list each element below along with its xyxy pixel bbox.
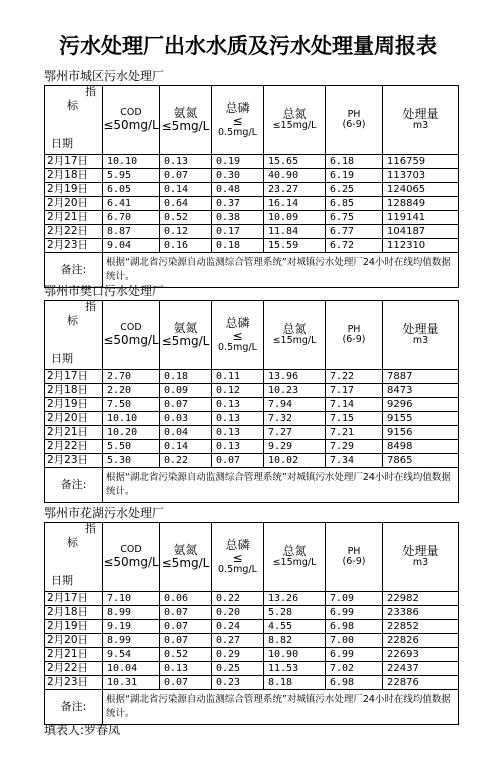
value-cell: 119141 xyxy=(383,211,459,225)
date-cell: 2月23日 xyxy=(45,676,103,690)
table-row xyxy=(45,634,459,648)
value-cell: 6.19 xyxy=(326,169,383,183)
value-cell: 16.14 xyxy=(264,197,326,211)
tp-header-line: ≤ xyxy=(232,328,243,343)
value-cell: 112310 xyxy=(383,239,459,253)
note-label: 备注: xyxy=(45,690,103,725)
value-cell: 5.50 xyxy=(103,440,160,454)
value-cell: 6.99 xyxy=(326,648,383,662)
value-cell: 0.12 xyxy=(160,225,212,239)
tp-header-line: 0.5mg/L xyxy=(218,341,257,353)
nh3-header xyxy=(160,86,212,155)
date-cell: 2月18日 xyxy=(45,606,103,620)
value-cell: 7865 xyxy=(383,454,459,468)
note-label: 备注: xyxy=(45,253,103,288)
tn-header-line: 总氮 xyxy=(282,544,307,559)
volume-header-line: m3 xyxy=(412,335,429,347)
table-row xyxy=(45,592,459,606)
value-cell: 13.26 xyxy=(264,592,326,606)
value-cell: 6.98 xyxy=(326,620,383,634)
date-cell: 2月19日 xyxy=(45,183,103,197)
value-cell: 8.87 xyxy=(103,225,160,239)
value-cell: 0.24 xyxy=(212,620,264,634)
table-row xyxy=(45,398,459,412)
value-cell: 8.99 xyxy=(103,606,160,620)
tn-header xyxy=(264,523,326,592)
value-cell: 0.14 xyxy=(160,440,212,454)
value-cell: 8473 xyxy=(383,384,459,398)
value-cell: 0.07 xyxy=(160,620,212,634)
value-cell: 40.90 xyxy=(264,169,326,183)
value-cell: 9296 xyxy=(383,398,459,412)
date-cell: 2月17日 xyxy=(45,592,103,606)
value-cell: 0.25 xyxy=(212,662,264,676)
water-quality-table xyxy=(44,522,459,725)
value-cell: 22693 xyxy=(383,648,459,662)
value-cell: 10.90 xyxy=(264,648,326,662)
tp-header-line: 0.5mg/L xyxy=(218,563,257,575)
value-cell: 6.05 xyxy=(103,183,160,197)
date-cell: 2月18日 xyxy=(45,169,103,183)
value-cell: 0.18 xyxy=(212,239,264,253)
table-row xyxy=(45,239,459,253)
volume-header-line: m3 xyxy=(412,120,429,132)
corner-label: 指 xyxy=(85,522,96,535)
value-cell: 0.13 xyxy=(212,398,264,412)
corner-label: 标 xyxy=(67,314,78,327)
corner-label: 指 xyxy=(85,85,96,98)
value-cell: 104187 xyxy=(383,225,459,239)
value-cell: 0.38 xyxy=(212,211,264,225)
value-cell: 0.17 xyxy=(212,225,264,239)
nh3-header-line: 氨氮 xyxy=(173,320,198,335)
value-cell: 0.52 xyxy=(160,211,212,225)
volume-header xyxy=(383,301,459,370)
value-cell: 6.25 xyxy=(326,183,383,197)
value-cell: 8.99 xyxy=(103,634,160,648)
plant-name: 鄂州市樊口污水处理厂 xyxy=(44,284,165,298)
table-row xyxy=(45,384,459,398)
table-row xyxy=(45,370,459,384)
volume-header-line: m3 xyxy=(412,557,429,569)
value-cell: 7.94 xyxy=(264,398,326,412)
header-row xyxy=(45,523,459,592)
corner-label: 日期 xyxy=(51,352,73,365)
value-cell: 9.04 xyxy=(103,239,160,253)
value-cell: 0.19 xyxy=(212,155,264,169)
note-text: 根据“湖北省污染源自动监测综合管理系统”对城镇污水处理厂24小时在线均值数据统计。 xyxy=(103,690,459,725)
corner-label: 指 xyxy=(85,300,96,313)
value-cell: 116759 xyxy=(383,155,459,169)
ph-header-line: (6-9) xyxy=(342,556,366,567)
value-cell: 0.06 xyxy=(160,592,212,606)
volume-header xyxy=(383,86,459,155)
cod-header-line: COD xyxy=(120,544,142,556)
filler-signature: 填表人:罗春凤 xyxy=(44,723,121,737)
value-cell: 7.21 xyxy=(326,426,383,440)
cod-header xyxy=(103,86,160,155)
tp-header-line: 总磷 xyxy=(225,537,250,552)
plant-section xyxy=(44,505,458,725)
date-cell: 2月19日 xyxy=(45,620,103,634)
value-cell: 22437 xyxy=(383,662,459,676)
value-cell: 6.99 xyxy=(326,606,383,620)
tp-header xyxy=(212,523,264,592)
value-cell: 0.13 xyxy=(160,155,212,169)
value-cell: 0.04 xyxy=(160,426,212,440)
value-cell: 6.77 xyxy=(326,225,383,239)
value-cell: 7.15 xyxy=(326,412,383,426)
table-row xyxy=(45,440,459,454)
value-cell: 6.18 xyxy=(326,155,383,169)
value-cell: 0.13 xyxy=(212,426,264,440)
table-row xyxy=(45,620,459,634)
value-cell: 0.23 xyxy=(212,676,264,690)
tn-header-line: ≤15mg/L xyxy=(272,120,317,132)
cod-header xyxy=(103,523,160,592)
value-cell: 22982 xyxy=(383,592,459,606)
note-label: 备注: xyxy=(45,468,103,503)
value-cell: 7.34 xyxy=(326,454,383,468)
value-cell: 5.95 xyxy=(103,169,160,183)
value-cell: 0.07 xyxy=(212,454,264,468)
value-cell: 8.18 xyxy=(264,676,326,690)
value-cell: 8.82 xyxy=(264,634,326,648)
table-row xyxy=(45,211,459,225)
ph-header-line: (6-9) xyxy=(342,334,366,345)
note-row xyxy=(45,690,459,725)
value-cell: 10.02 xyxy=(264,454,326,468)
date-cell: 2月23日 xyxy=(45,239,103,253)
nh3-header-line: 氨氮 xyxy=(173,542,198,557)
value-cell: 6.98 xyxy=(326,676,383,690)
ph-header xyxy=(326,86,383,155)
note-text: 根据“湖北省污染源自动监测综合管理系统”对城镇污水处理厂24小时在线均值数据统计。 xyxy=(103,253,459,288)
tn-header xyxy=(264,86,326,155)
value-cell: 8498 xyxy=(383,440,459,454)
cod-header-line: ≤50mg/L xyxy=(103,332,159,347)
value-cell: 0.20 xyxy=(212,606,264,620)
table-row xyxy=(45,648,459,662)
plant-section xyxy=(44,283,458,503)
value-cell: 0.14 xyxy=(160,183,212,197)
value-cell: 9156 xyxy=(383,426,459,440)
cod-header-line: COD xyxy=(120,107,142,119)
date-cell: 2月22日 xyxy=(45,440,103,454)
value-cell: 11.84 xyxy=(264,225,326,239)
table-row xyxy=(45,412,459,426)
value-cell: 10.10 xyxy=(103,412,160,426)
value-cell: 7.27 xyxy=(264,426,326,440)
nh3-header xyxy=(160,301,212,370)
value-cell: 7.29 xyxy=(326,440,383,454)
date-cell: 2月21日 xyxy=(45,426,103,440)
value-cell: 10.20 xyxy=(103,426,160,440)
value-cell: 0.12 xyxy=(212,384,264,398)
volume-header-line: 处理量 xyxy=(402,544,439,559)
nh3-header xyxy=(160,523,212,592)
table-row xyxy=(45,169,459,183)
note-text: 根据“湖北省污染源自动监测综合管理系统”对城镇污水处理厂24小时在线均值数据统计。 xyxy=(103,468,459,503)
value-cell: 2.70 xyxy=(103,370,160,384)
value-cell: 23.27 xyxy=(264,183,326,197)
value-cell: 6.41 xyxy=(103,197,160,211)
value-cell: 9.19 xyxy=(103,620,160,634)
value-cell: 0.07 xyxy=(160,169,212,183)
value-cell: 23386 xyxy=(383,606,459,620)
corner-header xyxy=(45,301,103,370)
value-cell: 0.07 xyxy=(160,398,212,412)
value-cell: 10.10 xyxy=(103,155,160,169)
value-cell: 6.85 xyxy=(326,197,383,211)
table-row xyxy=(45,676,459,690)
value-cell: 9.54 xyxy=(103,648,160,662)
cod-header-line: ≤50mg/L xyxy=(103,554,159,569)
date-cell: 2月20日 xyxy=(45,412,103,426)
value-cell: 0.13 xyxy=(212,440,264,454)
corner-label: 标 xyxy=(67,536,78,549)
value-cell: 22876 xyxy=(383,676,459,690)
value-cell: 10.04 xyxy=(103,662,160,676)
tp-header-line: ≤ xyxy=(232,550,243,565)
note-row xyxy=(45,468,459,503)
plant-name: 鄂州市城区污水处理厂 xyxy=(44,69,165,83)
tp-header-line: 总磷 xyxy=(225,315,250,330)
value-cell: 0.13 xyxy=(160,662,212,676)
table-row xyxy=(45,183,459,197)
table-row xyxy=(45,426,459,440)
date-cell: 2月19日 xyxy=(45,398,103,412)
header-row xyxy=(45,301,459,370)
date-cell: 2月23日 xyxy=(45,454,103,468)
value-cell: 7.00 xyxy=(326,634,383,648)
value-cell: 22826 xyxy=(383,634,459,648)
value-cell: 0.29 xyxy=(212,648,264,662)
value-cell: 22852 xyxy=(383,620,459,634)
cod-header xyxy=(103,301,160,370)
corner-label: 日期 xyxy=(51,574,73,587)
nh3-header-line: ≤5mg/L xyxy=(161,334,210,348)
tp-header xyxy=(212,86,264,155)
cod-header-line: ≤50mg/L xyxy=(103,117,159,132)
value-cell: 7.14 xyxy=(326,398,383,412)
tp-header-line: 总磷 xyxy=(225,100,250,115)
ph-header xyxy=(326,301,383,370)
tn-header-line: 总氮 xyxy=(282,107,307,122)
table-row xyxy=(45,225,459,239)
value-cell: 5.28 xyxy=(264,606,326,620)
corner-label: 标 xyxy=(67,99,78,112)
value-cell: 7.17 xyxy=(326,384,383,398)
value-cell: 7.32 xyxy=(264,412,326,426)
value-cell: 0.09 xyxy=(160,384,212,398)
date-cell: 2月22日 xyxy=(45,662,103,676)
value-cell: 0.07 xyxy=(160,676,212,690)
value-cell: 0.22 xyxy=(160,454,212,468)
tp-header-line: ≤ xyxy=(232,113,243,128)
tn-header-line: 总氮 xyxy=(282,322,307,337)
ph-header-line: PH xyxy=(347,108,361,120)
value-cell: 0.03 xyxy=(160,412,212,426)
header-row xyxy=(45,86,459,155)
value-cell: 15.65 xyxy=(264,155,326,169)
nh3-header-line: ≤5mg/L xyxy=(161,119,210,133)
tn-header-line: ≤15mg/L xyxy=(272,557,317,569)
value-cell: 6.75 xyxy=(326,211,383,225)
tp-header-line: 0.5mg/L xyxy=(218,126,257,138)
value-cell: 10.23 xyxy=(264,384,326,398)
value-cell: 5.30 xyxy=(103,454,160,468)
value-cell: 13.96 xyxy=(264,370,326,384)
value-cell: 10.09 xyxy=(264,211,326,225)
table-row xyxy=(45,454,459,468)
value-cell: 0.37 xyxy=(212,197,264,211)
value-cell: 124065 xyxy=(383,183,459,197)
date-cell: 2月22日 xyxy=(45,225,103,239)
date-cell: 2月17日 xyxy=(45,155,103,169)
nh3-header-line: ≤5mg/L xyxy=(161,556,210,570)
value-cell: 6.70 xyxy=(103,211,160,225)
value-cell: 0.27 xyxy=(212,634,264,648)
volume-header xyxy=(383,523,459,592)
value-cell: 0.64 xyxy=(160,197,212,211)
volume-header-line: 处理量 xyxy=(402,107,439,122)
nh3-header-line: 氨氮 xyxy=(173,105,198,120)
table-row xyxy=(45,197,459,211)
ph-header-line: (6-9) xyxy=(342,119,366,130)
ph-header-line: PH xyxy=(347,323,361,335)
value-cell: 6.72 xyxy=(326,239,383,253)
value-cell: 7.22 xyxy=(326,370,383,384)
value-cell: 7.10 xyxy=(103,592,160,606)
value-cell: 0.07 xyxy=(160,606,212,620)
ph-header xyxy=(326,523,383,592)
tp-header xyxy=(212,301,264,370)
value-cell: 4.55 xyxy=(264,620,326,634)
value-cell: 7.09 xyxy=(326,592,383,606)
plant-name: 鄂州市花湖污水处理厂 xyxy=(44,506,165,520)
value-cell: 10.31 xyxy=(103,676,160,690)
value-cell: 0.30 xyxy=(212,169,264,183)
value-cell: 2.20 xyxy=(103,384,160,398)
value-cell: 7887 xyxy=(383,370,459,384)
cod-header-line: COD xyxy=(120,322,142,334)
plant-section xyxy=(44,68,458,288)
value-cell: 0.16 xyxy=(160,239,212,253)
date-cell: 2月21日 xyxy=(45,211,103,225)
date-cell: 2月20日 xyxy=(45,197,103,211)
value-cell: 113703 xyxy=(383,169,459,183)
table-row xyxy=(45,662,459,676)
value-cell: 9.29 xyxy=(264,440,326,454)
value-cell: 0.11 xyxy=(212,370,264,384)
report-title: 污水处理厂出水水质及污水处理量周报表 xyxy=(59,33,437,58)
corner-label: 日期 xyxy=(51,137,73,150)
value-cell: 0.18 xyxy=(160,370,212,384)
value-cell: 0.07 xyxy=(160,634,212,648)
value-cell: 0.52 xyxy=(160,648,212,662)
corner-header xyxy=(45,523,103,592)
tn-header xyxy=(264,301,326,370)
volume-header-line: 处理量 xyxy=(402,322,439,337)
ph-header-line: PH xyxy=(347,545,361,557)
tn-header-line: ≤15mg/L xyxy=(272,335,317,347)
date-cell: 2月18日 xyxy=(45,384,103,398)
water-quality-table xyxy=(44,300,459,503)
value-cell: 0.13 xyxy=(212,412,264,426)
water-quality-table xyxy=(44,85,459,288)
date-cell: 2月20日 xyxy=(45,634,103,648)
value-cell: 9155 xyxy=(383,412,459,426)
value-cell: 7.02 xyxy=(326,662,383,676)
date-cell: 2月17日 xyxy=(45,370,103,384)
value-cell: 15.59 xyxy=(264,239,326,253)
value-cell: 7.50 xyxy=(103,398,160,412)
value-cell: 11.53 xyxy=(264,662,326,676)
table-row xyxy=(45,606,459,620)
value-cell: 0.48 xyxy=(212,183,264,197)
corner-header xyxy=(45,86,103,155)
value-cell: 128849 xyxy=(383,197,459,211)
date-cell: 2月21日 xyxy=(45,648,103,662)
table-row xyxy=(45,155,459,169)
value-cell: 0.22 xyxy=(212,592,264,606)
